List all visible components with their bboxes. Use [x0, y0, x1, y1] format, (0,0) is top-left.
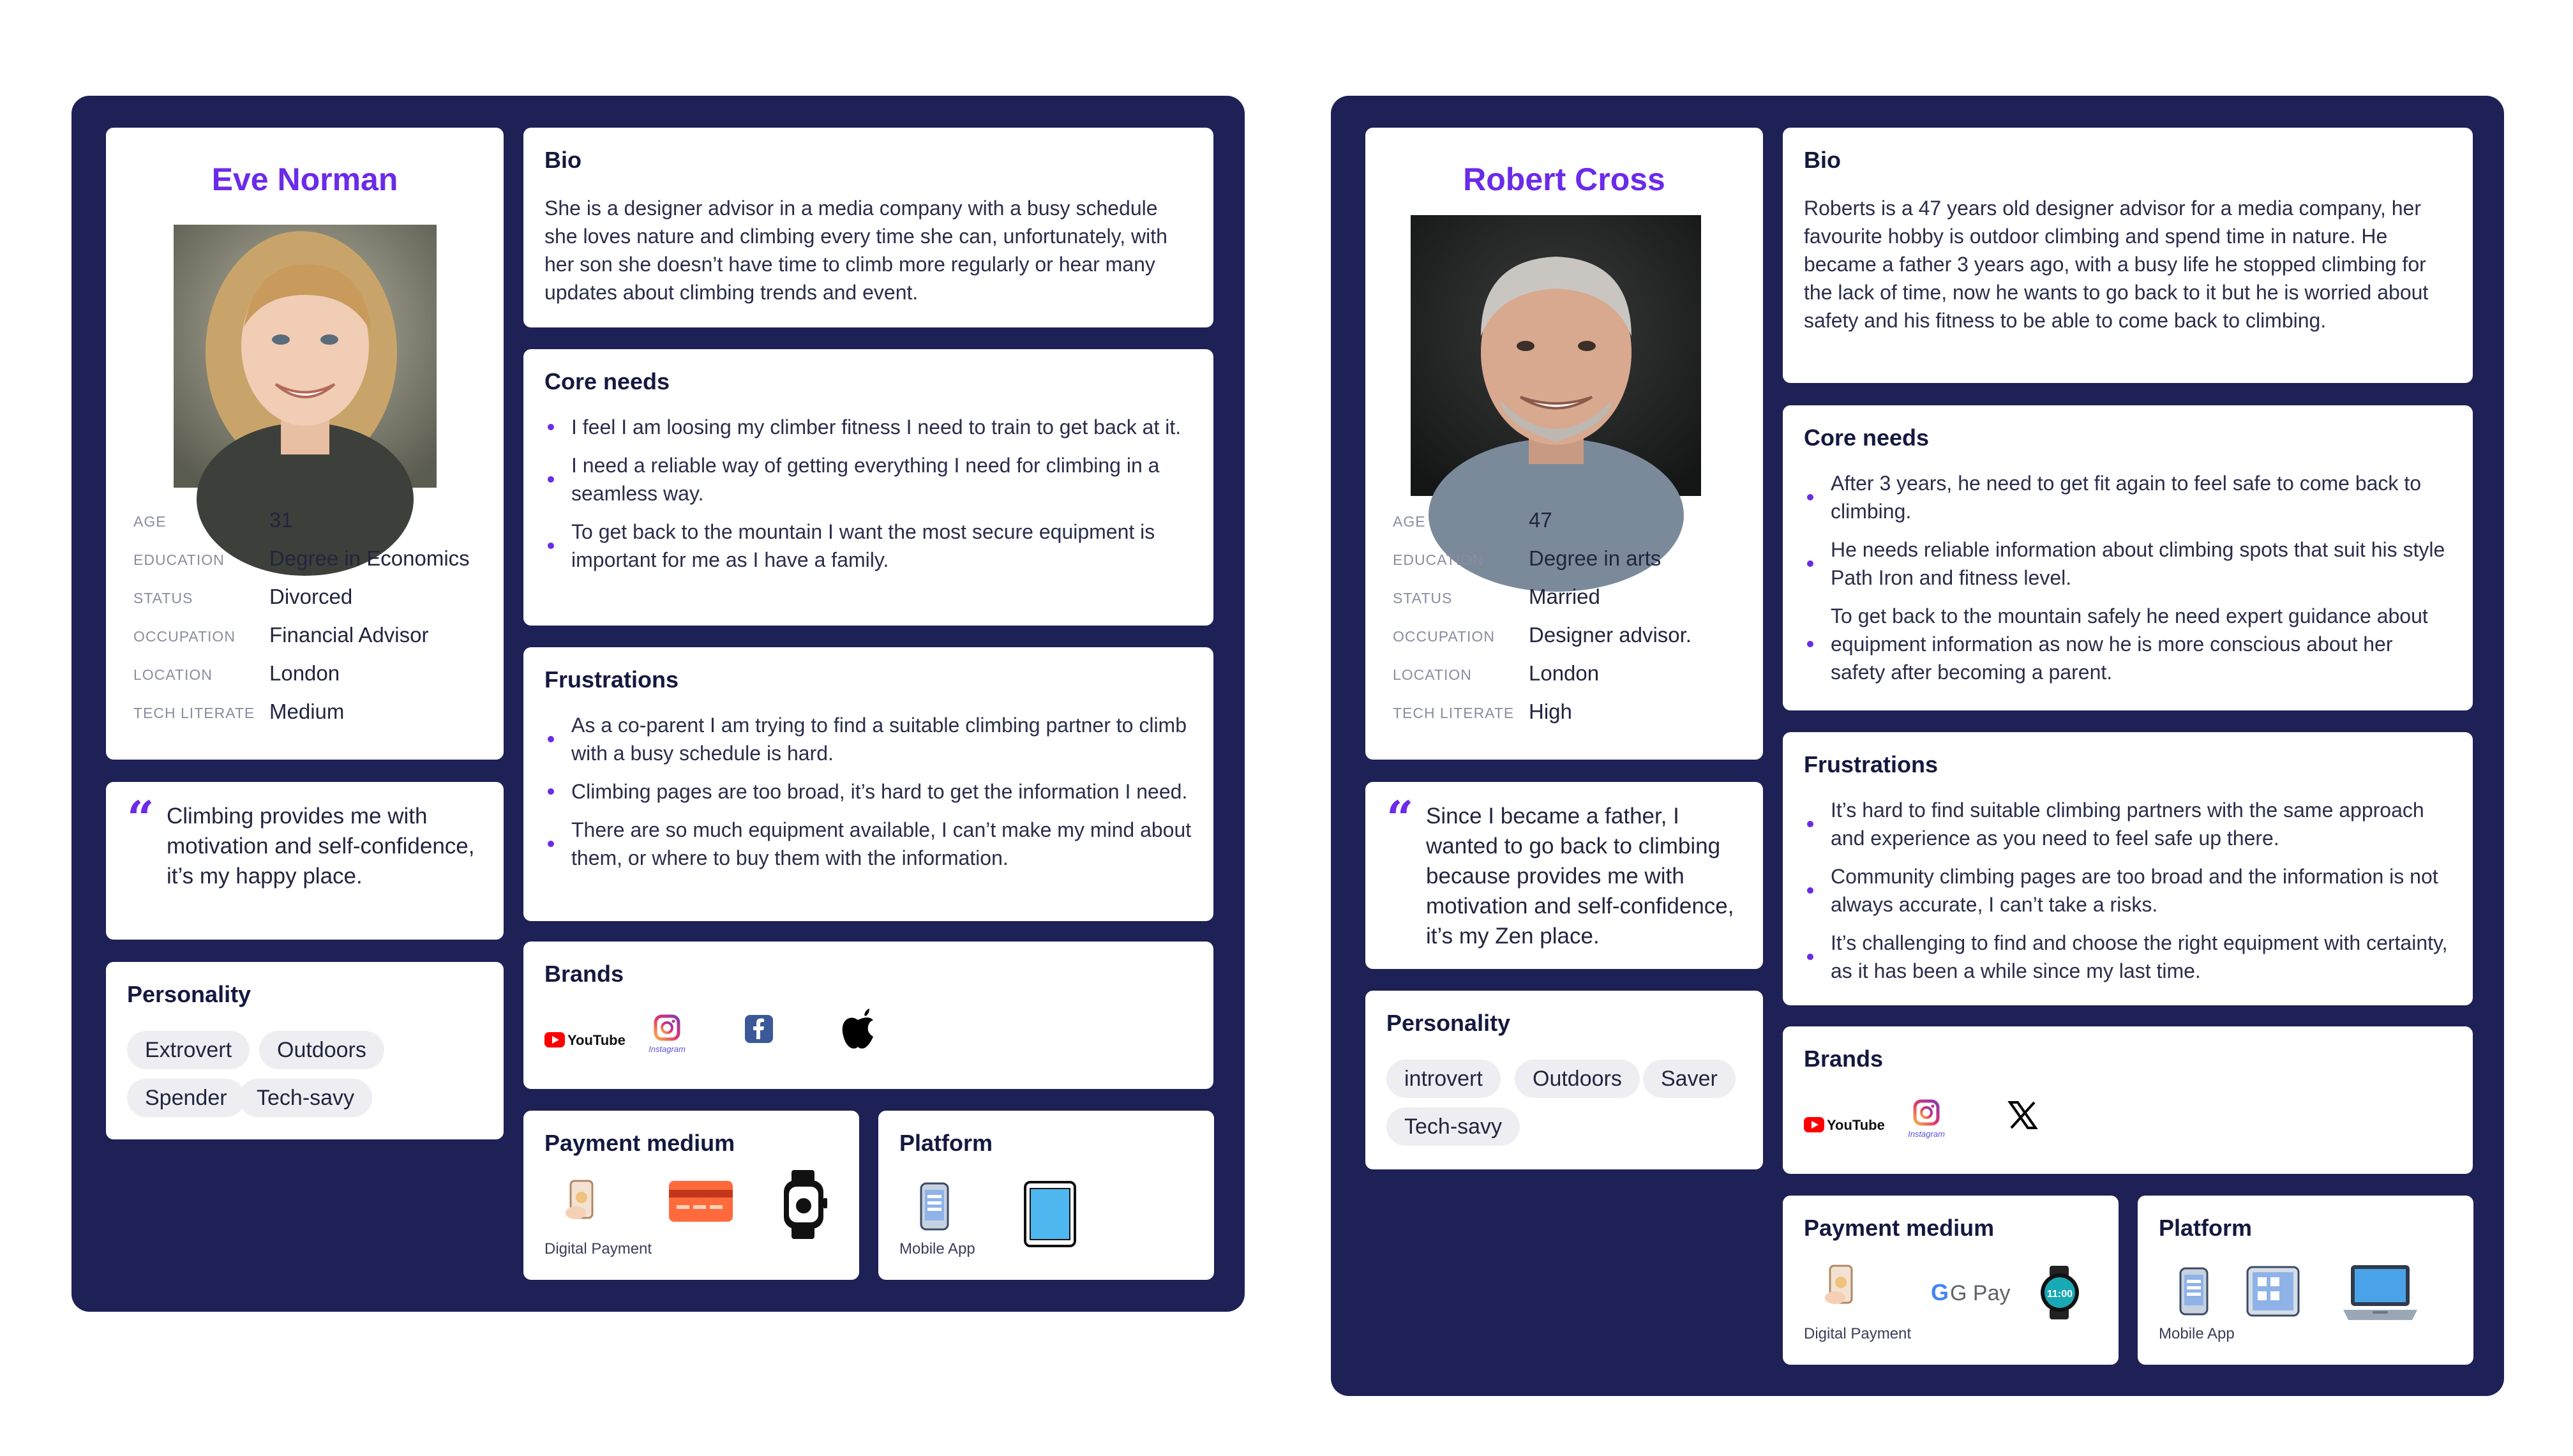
frustrations-title: Frustrations: [544, 666, 679, 693]
info-label: LOCATION: [1393, 666, 1472, 683]
info-label: EDUCATION: [1393, 552, 1484, 568]
quote-card: [1365, 782, 1763, 969]
platform-title: Platform: [2159, 1215, 2253, 1241]
list-item: Community climbing pages are too broad and the information is not always accurate, I can’t take a risks.: [1804, 862, 2452, 919]
frustrations-list: [544, 711, 1192, 882]
quote-card: [106, 782, 504, 940]
list-item: I feel I am loosing my climber fitness I need to train to get back at it.: [544, 413, 1192, 441]
facebook-icon: [745, 1015, 773, 1046]
phone-payment-icon: [1821, 1265, 1859, 1312]
credit-card-icon: [669, 1181, 735, 1227]
core-needs-card: [1783, 405, 2473, 710]
list-item: There are so much equipment available, I can’t make my mind about them, or where to buy them with the information.: [544, 816, 1192, 872]
list-item: It’s hard to find suitable climbing partners with the same approach and experience as you need to feel safe up there.: [1804, 796, 2452, 852]
info-value: Divorced: [269, 585, 353, 608]
core-needs-list: [544, 413, 1192, 584]
info-value: London: [1529, 661, 1600, 685]
info-value: Married: [1529, 585, 1600, 608]
personality-card: [106, 962, 504, 1139]
profile-card: [106, 128, 504, 760]
persona-panel-robert: [1331, 96, 2504, 1396]
quote-text: Climbing provides me with motivation and self-confidence, it’s my happy place.: [167, 804, 475, 889]
info-row-age: [133, 506, 491, 544]
info-row-location: [133, 659, 491, 697]
svg-text:Instagram: Instagram: [649, 1044, 686, 1054]
smartwatch-icon: [779, 1170, 830, 1242]
info-label: STATUS: [1393, 590, 1453, 606]
core-needs-card: [523, 349, 1213, 626]
trait-chip: introvert: [1386, 1060, 1501, 1098]
youtube-icon: [544, 1029, 626, 1054]
apple-icon: [840, 1009, 876, 1053]
list-item: He needs reliable information about climbing spots that suit his style Path Iron and fitness level.: [1804, 536, 2452, 592]
core-needs-list: [1804, 469, 2452, 696]
payment-caption: Digital Payment: [1804, 1325, 1912, 1342]
svg-text:11:00: 11:00: [2046, 1289, 2073, 1300]
info-label: OCCUPATION: [1393, 628, 1495, 645]
info-label: AGE: [133, 513, 167, 530]
trait-chip: Outdoors: [1515, 1060, 1640, 1098]
info-label: AGE: [1393, 513, 1426, 530]
svg-text:G Pay: G Pay: [1950, 1281, 2011, 1305]
smartwatch-icon: [2038, 1266, 2083, 1323]
info-value: Degree in arts: [1529, 546, 1662, 570]
frustrations-title: Frustrations: [1804, 751, 1939, 777]
svg-text:Instagram: Instagram: [1908, 1129, 1945, 1139]
x-icon: [2007, 1100, 2038, 1134]
avatar: [1411, 215, 1701, 496]
svg-text:YouTube: YouTube: [1827, 1117, 1885, 1133]
trait-chip: Extrovert: [127, 1031, 250, 1069]
persona-panel-eve: [71, 96, 1245, 1312]
trait-chip: Spender: [127, 1079, 245, 1117]
youtube-icon: [1804, 1114, 1885, 1139]
platform-card: [2138, 1196, 2473, 1365]
info-row-occupation: [1393, 620, 1750, 659]
profile-card: [1365, 128, 1763, 760]
core-needs-title: Core needs: [544, 368, 670, 394]
frustrations-card: [523, 647, 1213, 921]
svg-text:G: G: [1931, 1279, 1949, 1305]
tablet-icon: [2246, 1266, 2300, 1320]
quote-icon: “: [127, 792, 154, 846]
instagram-icon: [647, 1015, 687, 1060]
trait-chip: Tech-savy: [1386, 1107, 1520, 1146]
tablet-icon: [1024, 1181, 1077, 1250]
platform-caption: Mobile App: [2159, 1325, 2235, 1342]
trait-chip: Outdoors: [259, 1031, 384, 1069]
info-row-education: [1393, 544, 1750, 582]
info-row-location: [1393, 659, 1750, 697]
list-item: Climbing pages are too broad, it’s hard to get the information I need.: [544, 777, 1192, 806]
list-item: As a co-parent I am trying to find a suitable climbing partner to climb with a busy schedule is hard.: [544, 711, 1192, 767]
list-item: After 3 years, he need to get fit again to feel safe to come back to climbing.: [1804, 469, 2452, 525]
personality-title: Personality: [127, 981, 251, 1007]
info-row-education: [133, 544, 491, 582]
info-row-tech: [1393, 697, 1750, 735]
bio-text: Roberts is a 47 years old designer advisor for a media company, her favourite hobby is outdoor climbing and spend time in nature. He became a father 3 years ago, with a busy life he stopped climbing for the lack of time, now he wants to go back to it but he is worried about safety and his fitness to be able to come back to climbing.: [1804, 197, 2429, 332]
frustrations-list: [1804, 796, 2452, 995]
info-value: Financial Advisor: [269, 623, 429, 647]
info-value: Medium: [269, 700, 345, 723]
bio-card: [523, 128, 1213, 327]
info-value: 47: [1529, 508, 1552, 532]
mobile-app-icon: [2179, 1267, 2209, 1319]
platform-card: [878, 1111, 1214, 1280]
info-label: TECH LITERATE: [133, 705, 255, 721]
brands-card: [1783, 1026, 2473, 1174]
core-needs-title: Core needs: [1804, 424, 1930, 451]
bio-text: She is a designer advisor in a media company with a busy schedule she loves nature and climbing every time she can, unfortunately, with her son she doesn’t have time to climb more regularly or hear many updates about climbing trends and event.: [544, 197, 1167, 304]
platform-caption: Mobile App: [899, 1240, 975, 1257]
google-pay-icon: [1931, 1279, 2011, 1310]
laptop-icon: [2342, 1263, 2419, 1327]
trait-chip: Saver: [1643, 1060, 1736, 1098]
svg-text:YouTube: YouTube: [567, 1032, 626, 1048]
payment-title: Payment medium: [544, 1130, 735, 1156]
info-value: Designer advisor.: [1529, 623, 1692, 647]
avatar: [174, 225, 437, 488]
info-row-tech: [133, 697, 491, 735]
info-label: OCCUPATION: [133, 628, 236, 645]
info-value: Degree in Economics: [269, 546, 470, 570]
list-item: To get back to the mountain I want the most secure equipment is important for me as I have a family.: [544, 518, 1192, 574]
persona-name: Eve Norman: [211, 161, 398, 197]
bio-card: [1783, 128, 2473, 383]
personality-title: Personality: [1386, 1010, 1511, 1036]
info-label: LOCATION: [133, 666, 213, 683]
brands-title: Brands: [544, 961, 624, 987]
info-value: London: [269, 661, 340, 685]
info-label: EDUCATION: [133, 552, 225, 568]
info-value: High: [1529, 700, 1572, 723]
quote-icon: “: [1386, 792, 1414, 846]
persona-name: Robert Cross: [1463, 161, 1665, 197]
phone-payment-icon: [562, 1180, 600, 1227]
list-item: It’s challenging to find and choose the right equipment with certainty, as it has been a while since my last time.: [1804, 929, 2452, 985]
brands-card: [523, 942, 1213, 1089]
info-row-age: [1393, 506, 1750, 544]
info-row-status: [1393, 582, 1750, 620]
info-value: 31: [269, 508, 293, 532]
bio-title: Bio: [1804, 147, 1841, 173]
mobile-app-icon: [920, 1182, 949, 1234]
info-label: STATUS: [133, 590, 193, 606]
info-row-occupation: [133, 620, 491, 659]
instagram-icon: [1906, 1100, 1947, 1145]
list-item: To get back to the mountain safely he need expert guidance about equipment information as now he is more conscious about her safety after becoming a parent.: [1804, 602, 2452, 686]
payment-card: [1783, 1196, 2119, 1365]
quote-text: Since I became a father, I wanted to go back to climbing because provides me with motivation and self-confidence, it’s my Zen place.: [1426, 804, 1734, 949]
trait-chip: Tech-savy: [239, 1079, 372, 1117]
platform-title: Platform: [899, 1130, 993, 1156]
frustrations-card: [1783, 732, 2473, 1005]
info-label: TECH LITERATE: [1393, 705, 1515, 721]
brands-title: Brands: [1804, 1046, 1884, 1072]
payment-title: Payment medium: [1804, 1215, 1995, 1241]
payment-caption: Digital Payment: [544, 1240, 652, 1257]
personality-card: [1365, 991, 1763, 1169]
payment-card: [523, 1111, 859, 1280]
list-item: I need a reliable way of getting everything I need for climbing in a seamless way.: [544, 451, 1192, 507]
info-row-status: [133, 582, 491, 620]
bio-title: Bio: [544, 147, 581, 173]
